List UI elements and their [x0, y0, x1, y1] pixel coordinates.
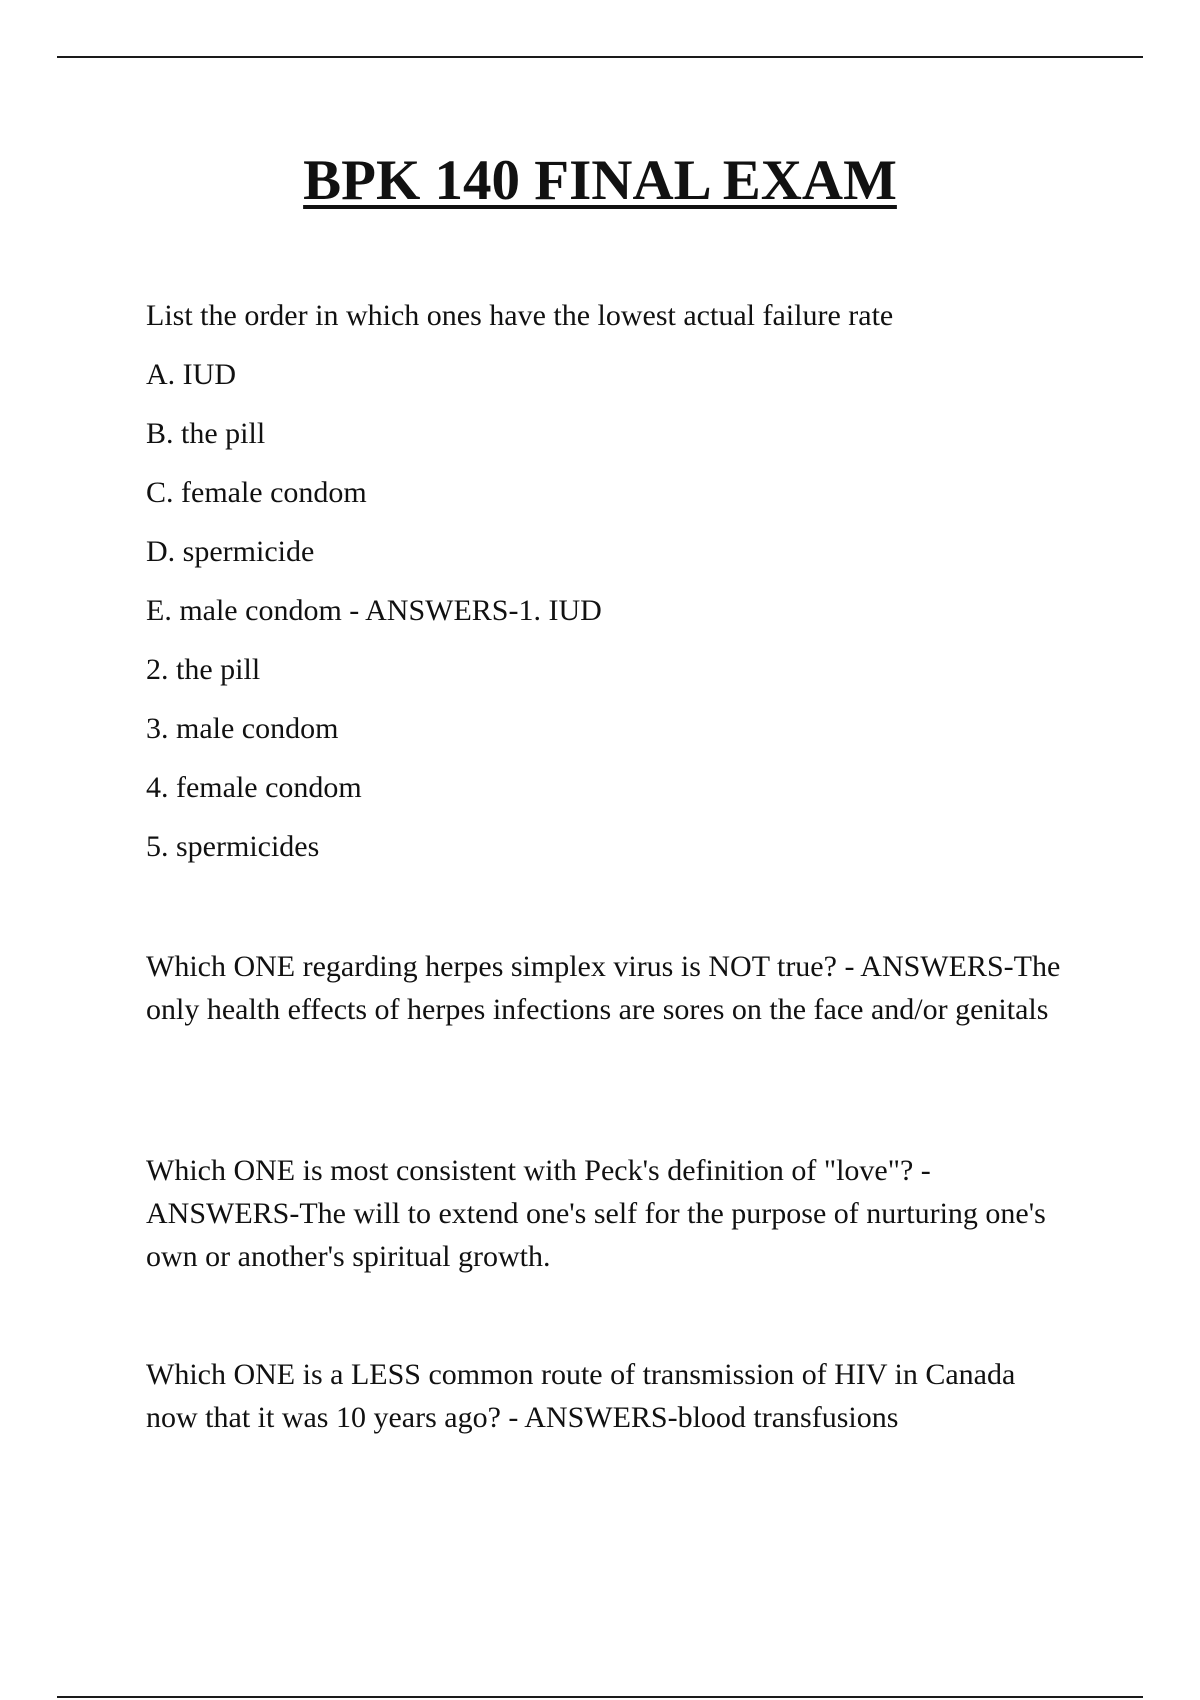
- question-3-text: Which ONE is most consistent with Peck's definition of "love"? - ANSWERS-The will to extend one's self for the purpose of nurturing one's own or another's spiritual growth.: [146, 1154, 1046, 1273]
- top-rule: [57, 56, 1143, 58]
- question-1-line: 2. the pill: [146, 653, 261, 686]
- question-1: [146, 294, 1066, 884]
- question-2-text: Which ONE regarding herpes simplex virus is NOT true? - ANSWERS-The only health effects of herpes infections are sores on the face and/or genitals: [146, 950, 1061, 1026]
- question-2: [146, 945, 1066, 1031]
- question-1-line: 4. female condom: [146, 771, 362, 804]
- document-title: [0, 148, 1200, 214]
- question-1-line: B. the pill: [146, 417, 266, 450]
- question-1-line: E. male condom - ANSWERS-1. IUD: [146, 594, 602, 627]
- question-1-prompt: List the order in which ones have the lowest actual failure rate: [146, 299, 894, 332]
- question-1-line: D. spermicide: [146, 535, 315, 568]
- question-4: [146, 1353, 1066, 1439]
- question-1-line: 3. male condom: [146, 712, 339, 745]
- question-4-text: Which ONE is a LESS common route of transmission of HIV in Canada now that it was 10 years ago? - ANSWERS-blood transfusions: [146, 1358, 1016, 1434]
- bottom-rule: [57, 1696, 1143, 1698]
- question-1-line: C. female condom: [146, 476, 367, 509]
- question-3: [146, 1149, 1066, 1278]
- question-1-line: 5. spermicides: [146, 830, 320, 863]
- document-title-text: BPK 140 FINAL EXAM: [303, 149, 897, 212]
- question-1-line: A. IUD: [146, 358, 236, 391]
